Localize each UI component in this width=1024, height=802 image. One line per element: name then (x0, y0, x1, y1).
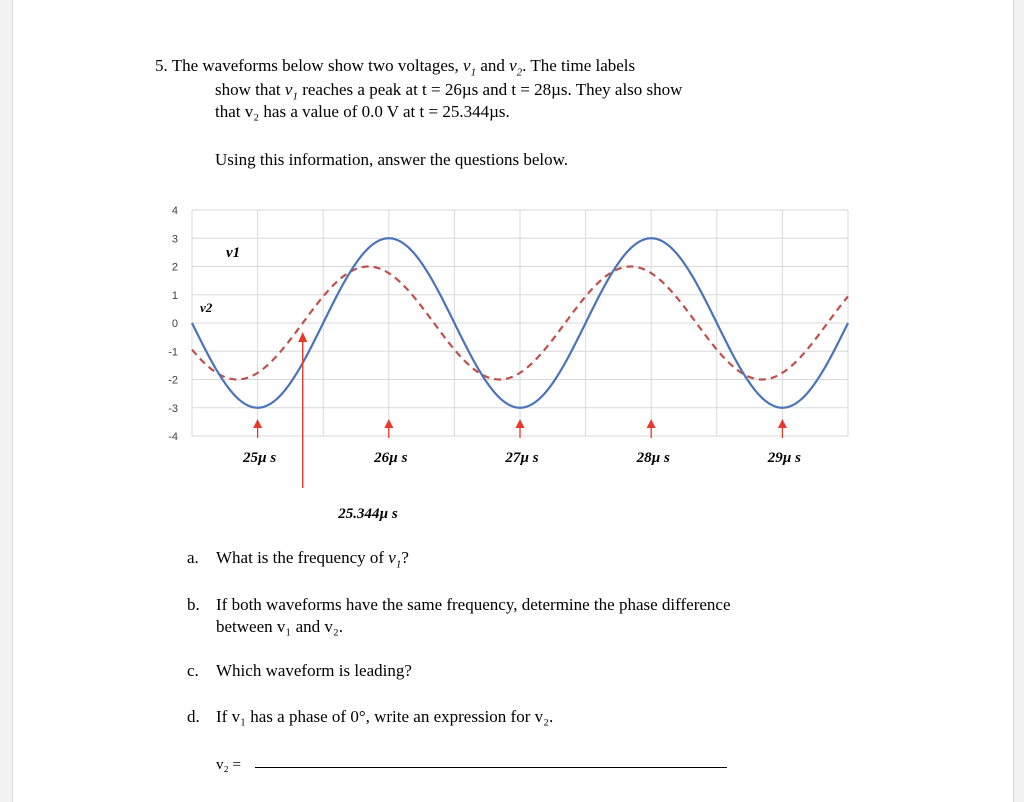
y-tick-label: 2 (171, 261, 178, 274)
problem-line-1: 5. The waveforms below show two voltages, $v_1$ and $v_2$. The time labels (155, 56, 636, 79)
question-letter: d. (187, 707, 200, 726)
time-marker-label: 28µ s (636, 450, 670, 466)
question-d: d. If v₁ has a phase of 0°, write an expression for v₂. (187, 707, 554, 726)
question-letter: a. (187, 548, 199, 567)
question-c: c. Which waveform is leading? (187, 661, 412, 680)
marker-arrow-head (253, 419, 262, 428)
marker-arrow-head (647, 419, 656, 428)
time-marker-label: 29µ s (767, 450, 802, 466)
y-tick-label: 1 (171, 289, 178, 302)
v2-series-label: v2 (200, 300, 213, 315)
question-letter: b. (187, 595, 200, 614)
marker-arrow-head (516, 419, 525, 428)
y-tick-label: -1 (168, 346, 178, 359)
v1-symbol: $v_1$ (463, 56, 477, 79)
special-marker-arrow (298, 332, 307, 342)
special-time-marker (298, 332, 398, 522)
marker-arrow-head (778, 419, 787, 428)
problem-line-3: that v₂ has a value of 0.0 V at t = 25.344µs. (215, 102, 510, 121)
marker-arrow-head (384, 419, 393, 428)
y-axis-ticks (168, 205, 178, 443)
y-tick-label: -2 (168, 374, 178, 387)
problem-number: 5. (155, 56, 168, 75)
v1-symbol: $v_1$ (284, 80, 298, 103)
time-marker-label: 27µ s (505, 450, 539, 466)
v1-series-label: v1 (226, 245, 241, 261)
y-tick-label: -4 (168, 431, 178, 443)
chart-grid (192, 210, 848, 436)
time-marker-label: 26µ s (374, 450, 408, 466)
y-tick-label: -3 (168, 402, 178, 415)
y-tick-label: 4 (171, 205, 178, 217)
question-a: a. What is the frequency of $v_1$? (187, 548, 409, 571)
problem-line-2: show that $v_1$ reaches a peak at t = 26µs and t = 28µs. They also show (215, 80, 683, 103)
question-b: b. If both waveforms have the same frequency, determine the phase difference between v₁ and v₂. (187, 595, 731, 636)
special-marker-label: 25.344µ s (338, 506, 398, 522)
v1-symbol: $v_1$ (388, 548, 402, 571)
problem-instruction: Using this information, answer the questions below. (215, 150, 569, 169)
answer-prompt: v₂ = (216, 757, 241, 773)
question-letter: c. (187, 661, 199, 680)
time-marker-label: 25µ s (242, 450, 277, 466)
y-tick-label: 0 (171, 318, 178, 330)
answer-line[interactable] (255, 767, 727, 768)
y-tick-label: 3 (171, 233, 178, 246)
v2-symbol: $v_2$ (509, 56, 523, 79)
